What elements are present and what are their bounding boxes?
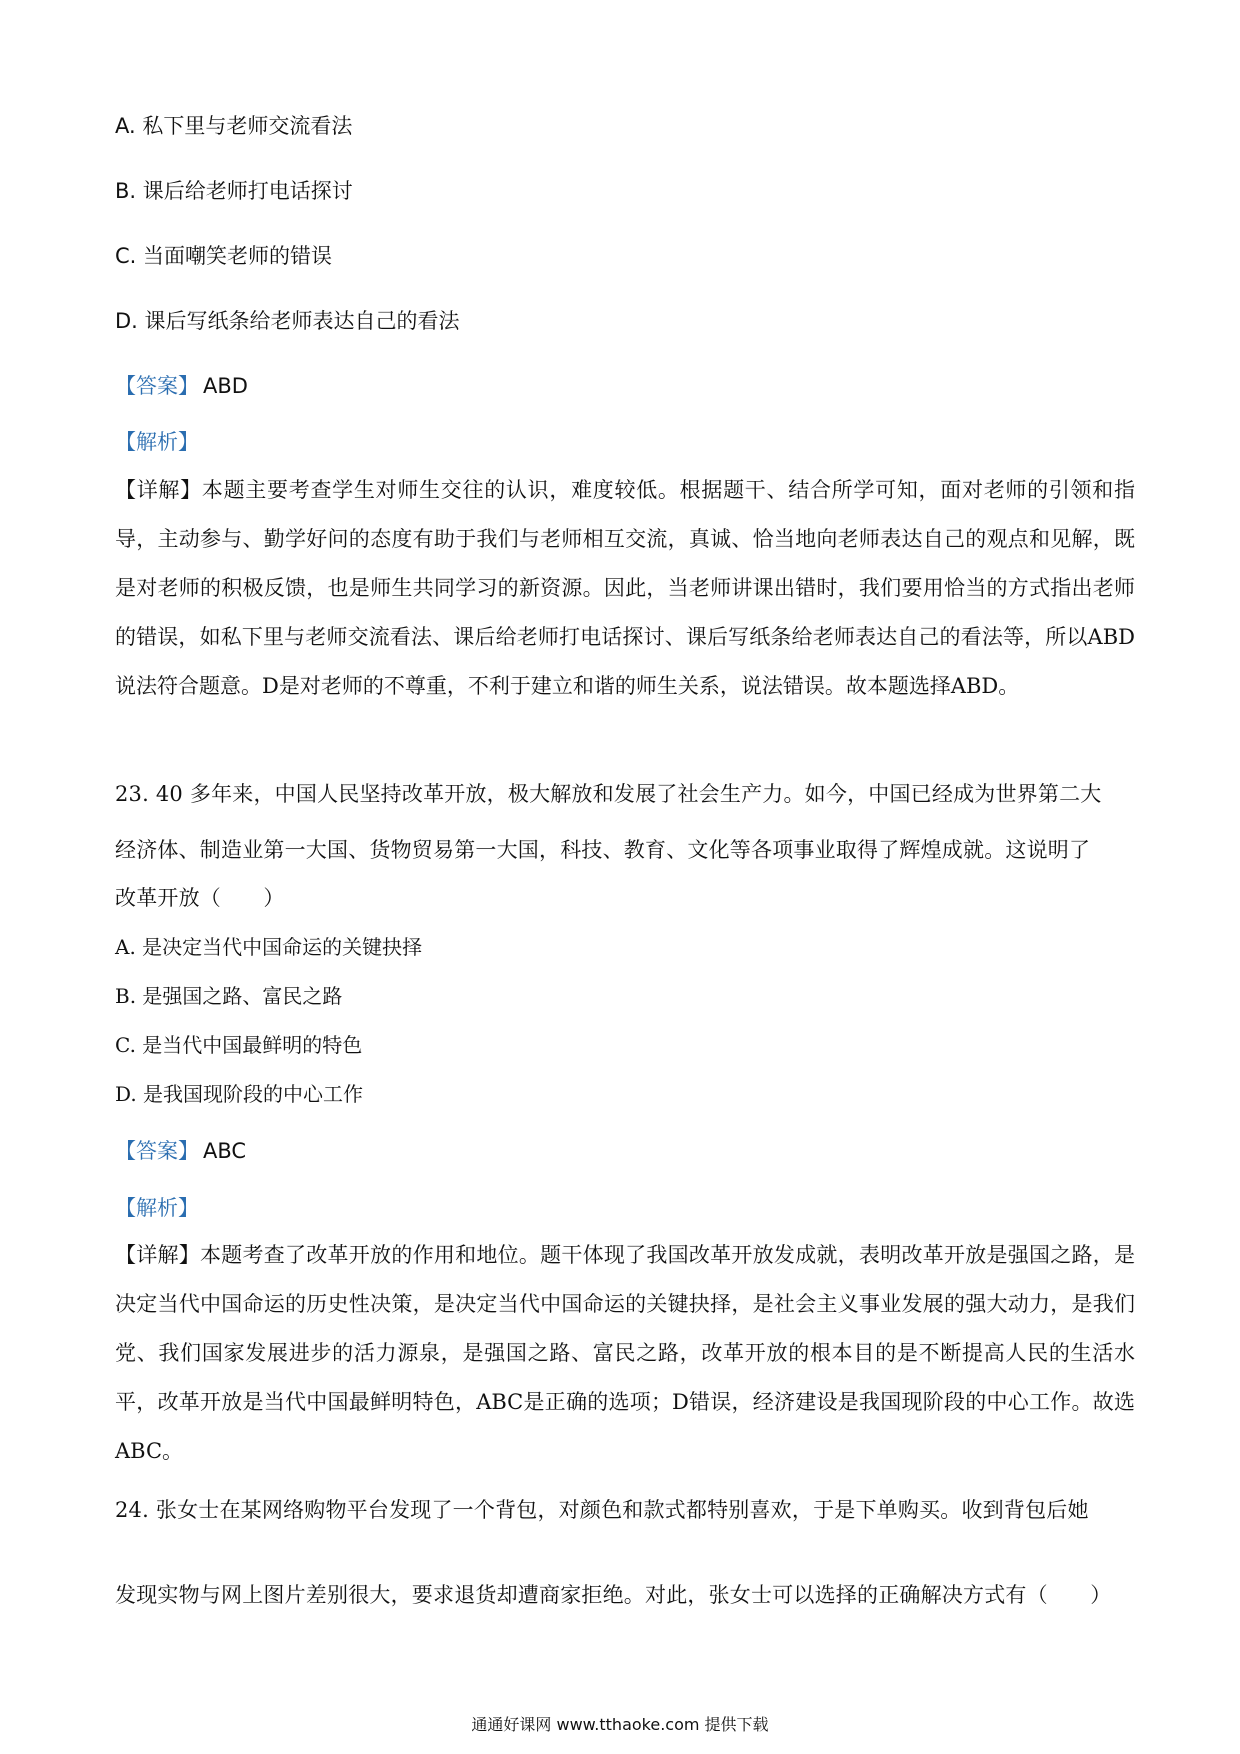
q24-stem-line-2: 发现实物与网上图片差别很大，要求退货却遭商家拒绝。对此，张女士可以选择的正确解决方式有（ ）	[115, 1583, 1112, 1607]
q23-detail: 【详解】本题考查了改革开放的作用和地位。题干体现了我国改革开放发成就，表明改革开放是强国之路，是决定当代中国命运的历史性决策，是决定当代中国命运的关键抉择，是社会主义事业发展的强大动力，是我们党、我们国家发展进步的活力源泉，是强国之路、富民之路，改革开放的根本目的是不断提高人民的生活水平，改革开放是当代中国最鲜明特色，ABC是正确的选项；D错误，经济建设是我国现阶段的中心工作。故选ABC。	[115, 1243, 1135, 1463]
answer-value: ABC	[203, 1139, 247, 1163]
q23-option-c: C. 是当代中国最鲜明的特色	[115, 1033, 363, 1057]
q23-analysis-tag: 【解析】	[115, 1196, 199, 1220]
q22-option-c: C. 当面嘲笑老师的错误	[115, 244, 333, 268]
q23-stem-line-3: 改革开放（ ）	[115, 886, 285, 910]
q23-option-d: D. 是我国现阶段的中心工作	[115, 1082, 364, 1106]
answer-value: ABD	[203, 374, 248, 398]
q22-option-a: A. 私下里与老师交流看法	[115, 114, 353, 138]
q22-detail: 【详解】本题主要考查学生对师生交往的认识，难度较低。根据题干、结合所学可知，面对老师的引领和指导，主动参与、勤学好问的态度有助于我们与老师相互交流，真诚、恰当地向老师表达自己的观点和见解，既是对老师的积极反馈，也是师生共同学习的新资源。因此，当老师讲课出错时，我们要用恰当的方式指出老师的错误，如私下里与老师交流看法、课后给老师打电话探讨、课后写纸条给老师表达自己的看法等，所以ABD说法符合题意。D是对老师的不尊重，不利于建立和谐的师生关系，说法错误。故本题选择ABD。	[115, 478, 1135, 698]
q22-answer	[115, 376, 248, 397]
q23-option-a: A. 是决定当代中国命运的关键抉择	[115, 935, 423, 959]
q22-option-d: D. 课后写纸条给老师表达自己的看法	[115, 309, 460, 333]
q23-option-b: B. 是强国之路、富民之路	[115, 984, 343, 1008]
q22-analysis-tag: 【解析】	[115, 430, 199, 454]
q24-stem-line-1: 24. 张女士在某网络购物平台发现了一个背包，对颜色和款式都特别喜欢，于是下单购买。收到背包后她	[115, 1498, 1089, 1522]
answer-tag: 【答案】	[115, 374, 199, 398]
q23-stem-line-1: 23. 40 多年来，中国人民坚持改革开放，极大解放和发展了社会生产力。如今，中国已经成为世界第二大	[115, 782, 1102, 806]
page-footer: 通通好课网 www.tthaoke.com 提供下载	[471, 1715, 769, 1734]
q23-stem-line-2: 经济体、制造业第一大国、货物贸易第一大国，科技、教育、文化等各项事业取得了辉煌成就。这说明了	[115, 838, 1091, 862]
q22-option-b: B. 课后给老师打电话探讨	[115, 179, 353, 203]
answer-tag: 【答案】	[115, 1139, 199, 1163]
q23-answer	[115, 1141, 246, 1162]
